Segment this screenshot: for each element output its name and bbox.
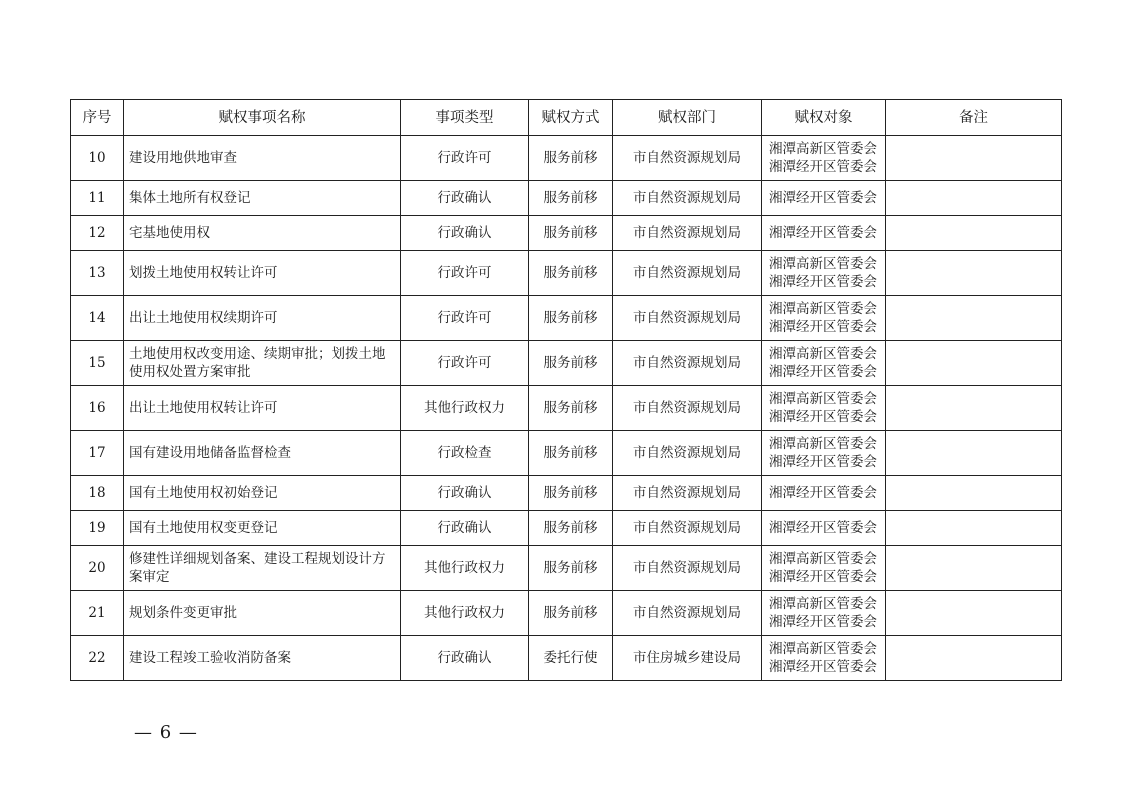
- cell-method: 服务前移: [529, 546, 613, 591]
- cell-serial: 10: [71, 136, 124, 181]
- cell-item-name: 出让土地使用权续期许可: [124, 296, 401, 341]
- cell-item-type: 其他行政权力: [401, 386, 529, 431]
- cell-target: [762, 386, 886, 431]
- table-row: [71, 296, 1062, 341]
- cell-item-type: 行政确认: [401, 216, 529, 251]
- cell-target: [762, 136, 886, 181]
- cell-note: [886, 431, 1062, 476]
- table-row: [71, 476, 1062, 511]
- cell-item-name: 集体土地所有权登记: [124, 181, 401, 216]
- cell-department: 市自然资源规划局: [613, 251, 762, 296]
- assignment-table: [70, 99, 1062, 681]
- cell-method: 服务前移: [529, 431, 613, 476]
- target-line: 湘潭经开区管委会: [769, 225, 877, 241]
- header-note: 备注: [886, 100, 1062, 136]
- table-row: [71, 386, 1062, 431]
- cell-department: 市自然资源规划局: [613, 546, 762, 591]
- header-item-name: 赋权事项名称: [124, 100, 401, 136]
- cell-item-name: 宅基地使用权: [124, 216, 401, 251]
- target-line: 湘潭高新区管委会: [769, 551, 877, 567]
- target-line: 湘潭经开区管委会: [769, 409, 877, 425]
- cell-item-name: 修建性详细规划备案、建设工程规划设计方案审定: [124, 546, 401, 591]
- target-line: 湘潭高新区管委会: [769, 256, 877, 272]
- target-line: 湘潭高新区管委会: [769, 346, 877, 362]
- cell-item-type: 行政确认: [401, 511, 529, 546]
- target-line: 湘潭高新区管委会: [769, 641, 877, 657]
- target-line: 湘潭经开区管委会: [769, 274, 877, 290]
- cell-serial: 17: [71, 431, 124, 476]
- target-line: 湘潭高新区管委会: [769, 301, 877, 317]
- cell-note: [886, 136, 1062, 181]
- header-serial: 序号: [71, 100, 124, 136]
- header-target: 赋权对象: [762, 100, 886, 136]
- cell-department: 市自然资源规划局: [613, 341, 762, 386]
- cell-item-name: 土地使用权改变用途、续期审批；划拨土地使用权处置方案审批: [124, 341, 401, 386]
- cell-note: [886, 546, 1062, 591]
- cell-serial: 22: [71, 636, 124, 681]
- table-row: [71, 546, 1062, 591]
- target-line: 湘潭高新区管委会: [769, 596, 877, 612]
- cell-department: 市自然资源规划局: [613, 511, 762, 546]
- table-row: [71, 341, 1062, 386]
- header-department: 赋权部门: [613, 100, 762, 136]
- cell-method: 服务前移: [529, 216, 613, 251]
- cell-serial: 15: [71, 341, 124, 386]
- cell-item-type: 其他行政权力: [401, 591, 529, 636]
- target-line: 湘潭高新区管委会: [769, 391, 877, 407]
- target-line: 湘潭高新区管委会: [769, 436, 877, 452]
- table-row: [71, 591, 1062, 636]
- header-method: 赋权方式: [529, 100, 613, 136]
- cell-serial: 18: [71, 476, 124, 511]
- cell-serial: 12: [71, 216, 124, 251]
- cell-serial: 14: [71, 296, 124, 341]
- cell-item-type: 行政许可: [401, 136, 529, 181]
- target-line: 湘潭经开区管委会: [769, 190, 877, 206]
- cell-item-type: 行政许可: [401, 251, 529, 296]
- table-row: [71, 136, 1062, 181]
- cell-target: [762, 431, 886, 476]
- cell-department: 市住房城乡建设局: [613, 636, 762, 681]
- target-line: 湘潭经开区管委会: [769, 159, 877, 175]
- cell-item-type: 行政许可: [401, 296, 529, 341]
- cell-method: 服务前移: [529, 591, 613, 636]
- cell-method: 委托行使: [529, 636, 613, 681]
- cell-serial: 19: [71, 511, 124, 546]
- cell-item-name: 建设用地供地审查: [124, 136, 401, 181]
- cell-method: 服务前移: [529, 341, 613, 386]
- target-line: 湘潭经开区管委会: [769, 659, 877, 675]
- target-line: 湘潭经开区管委会: [769, 614, 877, 630]
- cell-department: 市自然资源规划局: [613, 181, 762, 216]
- cell-note: [886, 181, 1062, 216]
- cell-department: 市自然资源规划局: [613, 591, 762, 636]
- target-line: 湘潭经开区管委会: [769, 569, 877, 585]
- cell-serial: 16: [71, 386, 124, 431]
- cell-item-type: 行政确认: [401, 636, 529, 681]
- cell-serial: 13: [71, 251, 124, 296]
- page-number: — 6 —: [134, 722, 198, 743]
- table-row: [71, 431, 1062, 476]
- cell-note: [886, 636, 1062, 681]
- cell-target: [762, 181, 886, 216]
- target-line: 湘潭经开区管委会: [769, 454, 877, 470]
- cell-item-name: 建设工程竣工验收消防备案: [124, 636, 401, 681]
- target-line: 湘潭经开区管委会: [769, 520, 877, 536]
- cell-item-type: 行政许可: [401, 341, 529, 386]
- cell-department: 市自然资源规划局: [613, 216, 762, 251]
- cell-serial: 20: [71, 546, 124, 591]
- cell-serial: 21: [71, 591, 124, 636]
- cell-target: [762, 591, 886, 636]
- cell-department: 市自然资源规划局: [613, 136, 762, 181]
- cell-target: [762, 546, 886, 591]
- target-line: 湘潭高新区管委会: [769, 141, 877, 157]
- target-line: 湘潭经开区管委会: [769, 485, 877, 501]
- cell-item-name: 出让土地使用权转让许可: [124, 386, 401, 431]
- cell-target: [762, 251, 886, 296]
- cell-serial: 11: [71, 181, 124, 216]
- table-row: [71, 636, 1062, 681]
- cell-item-type: 其他行政权力: [401, 546, 529, 591]
- cell-item-name: 国有建设用地储备监督检查: [124, 431, 401, 476]
- cell-note: [886, 591, 1062, 636]
- cell-item-type: 行政确认: [401, 181, 529, 216]
- table-row: [71, 181, 1062, 216]
- cell-note: [886, 216, 1062, 251]
- cell-department: 市自然资源规划局: [613, 431, 762, 476]
- cell-note: [886, 511, 1062, 546]
- cell-method: 服务前移: [529, 136, 613, 181]
- cell-target: [762, 636, 886, 681]
- cell-item-name: 国有土地使用权初始登记: [124, 476, 401, 511]
- cell-target: [762, 341, 886, 386]
- cell-target: [762, 296, 886, 341]
- target-line: 湘潭经开区管委会: [769, 364, 877, 380]
- cell-item-type: 行政检查: [401, 431, 529, 476]
- cell-method: 服务前移: [529, 511, 613, 546]
- cell-note: [886, 296, 1062, 341]
- header-item-type: 事项类型: [401, 100, 529, 136]
- cell-note: [886, 341, 1062, 386]
- cell-item-name: 规划条件变更审批: [124, 591, 401, 636]
- cell-item-name: 国有土地使用权变更登记: [124, 511, 401, 546]
- cell-department: 市自然资源规划局: [613, 386, 762, 431]
- cell-note: [886, 476, 1062, 511]
- cell-note: [886, 386, 1062, 431]
- cell-item-type: 行政确认: [401, 476, 529, 511]
- cell-department: 市自然资源规划局: [613, 296, 762, 341]
- table-header-row: [71, 100, 1062, 136]
- cell-method: 服务前移: [529, 296, 613, 341]
- cell-department: 市自然资源规划局: [613, 476, 762, 511]
- cell-target: [762, 216, 886, 251]
- cell-target: [762, 476, 886, 511]
- cell-method: 服务前移: [529, 476, 613, 511]
- table-row: [71, 251, 1062, 296]
- cell-item-name: 划拨土地使用权转让许可: [124, 251, 401, 296]
- table-row: [71, 511, 1062, 546]
- table-row: [71, 216, 1062, 251]
- cell-method: 服务前移: [529, 251, 613, 296]
- cell-method: 服务前移: [529, 386, 613, 431]
- cell-method: 服务前移: [529, 181, 613, 216]
- cell-note: [886, 251, 1062, 296]
- target-line: 湘潭经开区管委会: [769, 319, 877, 335]
- cell-target: [762, 511, 886, 546]
